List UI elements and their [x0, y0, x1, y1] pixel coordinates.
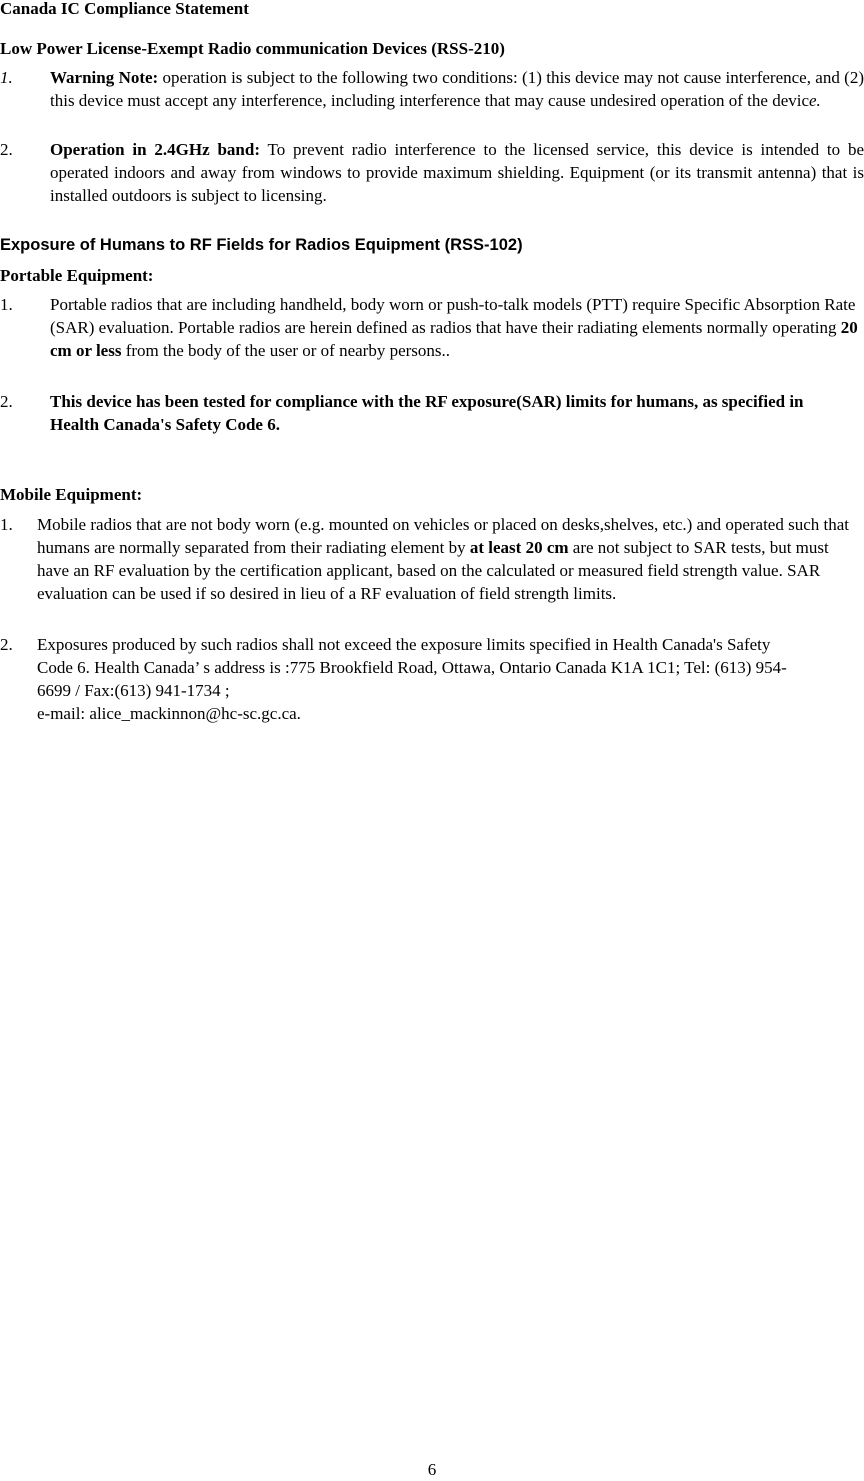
item-number: 1. — [0, 515, 13, 534]
subheading-mobile: Mobile Equipment: — [0, 485, 143, 504]
item-text: This device has been tested for compliance with the RF exposure(SAR) limits for humans, as specified in Health Canada's Safety Code 6. — [50, 392, 804, 434]
item-number: 2. — [0, 635, 13, 654]
item-label: Operation in 2.4GHz band: — [50, 140, 260, 159]
section-heading-rss102: Exposure of Humans to RF Fields for Radios Equipment (RSS-102) — [0, 236, 523, 254]
page-title: Canada IC Compliance Statement — [0, 0, 249, 18]
item-text: Warning Note: operation is subject to the following two conditions: (1) this device may not cause interference, and (2) this device must accept any interference, including interference that may cause undesired operation of the device. — [50, 68, 864, 110]
item-text: Operation in 2.4GHz band: To prevent radio interference to the licensed service, this device is intended to be operated indoors and away from windows to provide maximum shielding. Equipment (or its transmit antenna) that is installed outdoors is subject to licensing. — [50, 140, 864, 205]
page-number: 6 — [427, 1460, 437, 1479]
item-number: 2. — [0, 140, 13, 159]
list-item — [0, 138, 864, 208]
item-text: Portable radios that are including handheld, body worn or push-to-talk models (PTT) require Specific Absorption Rate (SAR) evaluation. Portable radios are herein defined as radios that have their radiating elements normally operating 20 cm or less from the body of the user or of nearby persons.. — [50, 295, 858, 360]
section-heading-rss210: Low Power License-Exempt Radio communication Devices (RSS-210) — [0, 39, 505, 58]
email-address: e-mail: alice_mackinnon@hc-sc.gc.ca. — [37, 704, 301, 723]
list-item — [0, 66, 864, 136]
list-item — [0, 390, 864, 438]
subheading-portable: Portable Equipment: — [0, 266, 154, 285]
item-text: Exposures produced by such radios shall not exceed the exposure limits specified in Health Canada's Safety Code 6. Health Canada’ s address is :775 Brookfield Road, Ottawa, Ontario Canada K1A 1C1; Tel: (613) 954-6699 / Fax:(613) 941-1734 ; e-mail: alice_mackinnon@hc-sc.gc.ca. — [37, 635, 787, 723]
item-text: Mobile radios that are not body worn (e.g. mounted on vehicles or placed on desks,shelves, etc.) and operated such that humans are normally separated from their radiating element by at least 20 cm are not subject to SAR tests, but must have an RF evaluation by the certification applicant, based on the calculated or measured field strength value. SAR evaluation can be used if so desired in lieu of a RF evaluation of field strength limits. — [37, 515, 849, 603]
item-number: 2. — [0, 392, 13, 411]
item-label: Warning Note: — [50, 68, 159, 87]
list-item — [0, 513, 864, 631]
item-number: 1. — [0, 68, 13, 87]
list-item — [0, 293, 864, 387]
list-item — [0, 633, 864, 729]
item-number: 1. — [0, 295, 13, 314]
